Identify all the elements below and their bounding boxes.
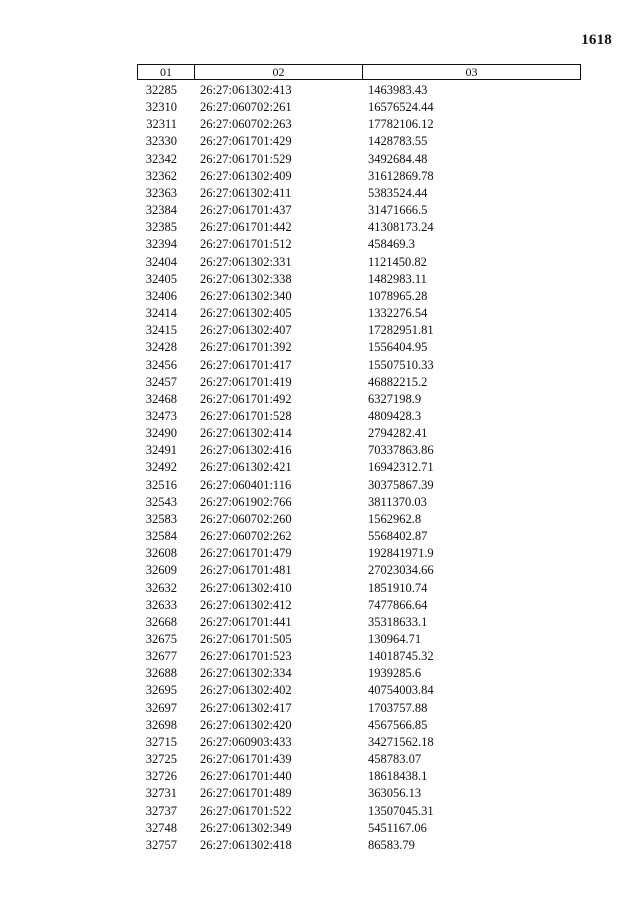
cell-value: 18618438.1 [368, 769, 428, 784]
table-row [0, 305, 640, 322]
cell-code: 32632 [145, 580, 177, 595]
cell-code: 32457 [145, 374, 177, 389]
table-row [0, 219, 640, 236]
table-row [0, 837, 640, 854]
cell-code: 32385 [145, 220, 177, 235]
cell-value: 4809428.3 [368, 408, 422, 423]
cell-code: 32726 [145, 769, 177, 784]
cell-code: 32362 [145, 168, 177, 183]
cell-cadastral-number: 26:27:061701:489 [200, 786, 292, 801]
cell-cadastral-number: 26:27:060702:260 [200, 511, 292, 526]
cell-code: 32584 [145, 529, 177, 544]
table-row [0, 442, 640, 459]
table-row [0, 151, 640, 168]
cell-code: 32342 [145, 151, 177, 166]
cell-value: 34271562.18 [368, 734, 434, 749]
cell-code: 32330 [145, 134, 177, 149]
cell-value: 3811370.03 [368, 494, 427, 509]
cell-value: 192841971.9 [368, 546, 434, 561]
cell-code: 32668 [145, 614, 177, 629]
table-row [0, 254, 640, 271]
table-row [0, 717, 640, 734]
cell-code: 32725 [145, 752, 177, 767]
cell-value: 27023034.66 [368, 563, 434, 578]
cell-cadastral-number: 26:27:061302:334 [200, 666, 292, 681]
cell-code: 32737 [145, 803, 177, 818]
cell-value: 16576524.44 [368, 100, 434, 115]
cell-cadastral-number: 26:27:061302:418 [200, 837, 292, 852]
cell-value: 6327198.9 [368, 391, 422, 406]
table-row [0, 751, 640, 768]
cell-value: 2794282.41 [368, 426, 428, 441]
table-row [0, 545, 640, 562]
table-row [0, 168, 640, 185]
cell-cadastral-number: 26:27:061701:437 [200, 203, 292, 218]
table-row [0, 785, 640, 802]
cell-code: 32404 [145, 254, 177, 269]
table-header [137, 64, 581, 80]
cell-value: 15507510.33 [368, 357, 434, 372]
cell-value: 41308173.24 [368, 220, 434, 235]
cell-cadastral-number: 26:27:061701:442 [200, 220, 292, 235]
cell-cadastral-number: 26:27:061302:402 [200, 683, 292, 698]
cell-value: 5383524.44 [368, 185, 428, 200]
cell-value: 7477866.64 [368, 597, 428, 612]
table-row [0, 185, 640, 202]
table-row [0, 408, 640, 425]
cell-value: 17782106.12 [368, 117, 434, 132]
cell-value: 31612869.78 [368, 168, 434, 183]
table-row [0, 562, 640, 579]
table-body [0, 82, 640, 854]
cell-value: 17282951.81 [368, 323, 434, 338]
cell-value: 1463983.43 [368, 83, 428, 97]
cell-code: 32406 [145, 288, 177, 303]
cell-cadastral-number: 26:27:061302:414 [200, 426, 292, 441]
column-header-03: 03 [362, 65, 580, 79]
cell-cadastral-number: 26:27:060401:116 [200, 477, 292, 492]
cell-code: 32731 [145, 786, 177, 801]
table-row [0, 339, 640, 356]
cell-value: 13507045.31 [368, 803, 434, 818]
cell-value: 1562962.8 [368, 511, 422, 526]
cell-value: 1939285.6 [368, 666, 422, 681]
cell-cadastral-number: 26:27:061302:413 [200, 83, 292, 97]
cell-cadastral-number: 26:27:061701:522 [200, 803, 292, 818]
cell-code: 32583 [145, 511, 177, 526]
cell-code: 32715 [145, 734, 177, 749]
cell-code: 32757 [145, 837, 177, 852]
cell-cadastral-number: 26:27:060702:263 [200, 117, 292, 132]
cell-code: 32491 [145, 443, 177, 458]
cell-value: 31471666.5 [368, 203, 428, 218]
cell-code: 32428 [145, 340, 177, 355]
cell-cadastral-number: 26:27:061302:349 [200, 820, 292, 835]
table-row [0, 768, 640, 785]
table-row [0, 820, 640, 837]
cell-cadastral-number: 26:27:061302:416 [200, 443, 292, 458]
cell-code: 32697 [145, 700, 177, 715]
cell-cadastral-number: 26:27:061701:441 [200, 614, 292, 629]
cell-value: 40754003.84 [368, 683, 434, 698]
cell-code: 32456 [145, 357, 177, 372]
table-row [0, 357, 640, 374]
table-row [0, 391, 640, 408]
table-row [0, 82, 640, 99]
cell-code: 32698 [145, 717, 177, 732]
cell-cadastral-number: 26:27:061302:405 [200, 306, 292, 321]
cell-code: 32688 [145, 666, 177, 681]
cell-cadastral-number: 26:27:060702:261 [200, 100, 292, 115]
cell-code: 32608 [145, 546, 177, 561]
cell-cadastral-number: 26:27:061302:412 [200, 597, 292, 612]
cell-value: 5568402.87 [368, 529, 428, 544]
cell-cadastral-number: 26:27:061302:340 [200, 288, 292, 303]
cell-value: 1078965.28 [368, 288, 428, 303]
cell-cadastral-number: 26:27:061302:338 [200, 271, 292, 286]
cell-value: 70337863.86 [368, 443, 434, 458]
table-row [0, 700, 640, 717]
cell-cadastral-number: 26:27:061701:481 [200, 563, 292, 578]
cell-code: 32473 [145, 408, 177, 423]
cell-cadastral-number: 26:27:060702:262 [200, 529, 292, 544]
cell-value: 14018745.32 [368, 649, 434, 664]
cell-code: 32492 [145, 460, 177, 475]
cell-code: 32414 [145, 306, 177, 321]
table-row [0, 99, 640, 116]
cell-cadastral-number: 26:27:061701:528 [200, 408, 292, 423]
cell-cadastral-number: 26:27:061302:407 [200, 323, 292, 338]
cell-code: 32677 [145, 649, 177, 664]
table-row [0, 322, 640, 339]
table-row [0, 116, 640, 133]
cell-cadastral-number: 26:27:061701:479 [200, 546, 292, 561]
cell-value: 1703757.88 [368, 700, 428, 715]
table-row [0, 614, 640, 631]
cell-value: 1428783.55 [368, 134, 428, 149]
cell-cadastral-number: 26:27:061701:392 [200, 340, 292, 355]
cell-cadastral-number: 26:27:061701:512 [200, 237, 292, 252]
cell-value: 363056.13 [368, 786, 422, 801]
cell-code: 32633 [145, 597, 177, 612]
cell-value: 3492684.48 [368, 151, 428, 166]
cell-value: 30375867.39 [368, 477, 434, 492]
cell-value: 1482983.11 [368, 271, 427, 286]
table-row [0, 803, 640, 820]
cell-cadastral-number: 26:27:061302:420 [200, 717, 292, 732]
table-row [0, 459, 640, 476]
cell-code: 32516 [145, 477, 177, 492]
table-row [0, 648, 640, 665]
cell-cadastral-number: 26:27:061302:331 [200, 254, 292, 269]
cell-value: 1332276.54 [368, 306, 428, 321]
table-row [0, 528, 640, 545]
cell-code: 32609 [145, 563, 177, 578]
cell-cadastral-number: 26:27:061902:766 [200, 494, 292, 509]
cell-cadastral-number: 26:27:061302:421 [200, 460, 292, 475]
cell-cadastral-number: 26:27:061701:492 [200, 391, 292, 406]
cell-code: 32363 [145, 185, 177, 200]
cell-cadastral-number: 26:27:061302:409 [200, 168, 292, 183]
cell-value: 46882215.2 [368, 374, 428, 389]
cell-code: 32695 [145, 683, 177, 698]
table-row [0, 511, 640, 528]
cell-cadastral-number: 26:27:061701:523 [200, 649, 292, 664]
cell-value: 458469.3 [368, 237, 415, 252]
cell-code: 32415 [145, 323, 177, 338]
cell-code: 32394 [145, 237, 177, 252]
cell-cadastral-number: 26:27:061701:417 [200, 357, 292, 372]
cell-cadastral-number: 26:27:061701:439 [200, 752, 292, 767]
cell-code: 32490 [145, 426, 177, 441]
table-row [0, 374, 640, 391]
cell-code: 32468 [145, 391, 177, 406]
cell-value: 1851910.74 [368, 580, 428, 595]
table-row [0, 271, 640, 288]
table-row [0, 477, 640, 494]
cell-value: 5451167.06 [368, 820, 427, 835]
cell-cadastral-number: 26:27:060903:433 [200, 734, 292, 749]
column-header-02: 02 [194, 65, 362, 79]
table-row [0, 236, 640, 253]
cell-code: 32543 [145, 494, 177, 509]
table-row [0, 734, 640, 751]
cell-value: 1121450.82 [368, 254, 427, 269]
table-row [0, 494, 640, 511]
cell-code: 32748 [145, 820, 177, 835]
cell-code: 32285 [145, 83, 177, 97]
cell-value: 35318633.1 [368, 614, 428, 629]
cell-cadastral-number: 26:27:061302:410 [200, 580, 292, 595]
cell-value: 458783.07 [368, 752, 422, 767]
column-header-01: 01 [160, 65, 172, 79]
cell-code: 32675 [145, 632, 177, 646]
cell-code: 32384 [145, 203, 177, 218]
table-row [0, 665, 640, 682]
table-row [0, 425, 640, 442]
cell-value: 16942312.71 [368, 460, 434, 475]
cell-cadastral-number: 26:27:061701:419 [200, 374, 292, 389]
cell-value: 4567566.85 [368, 717, 428, 732]
cell-cadastral-number: 26:27:061701:440 [200, 769, 292, 784]
cell-code: 32311 [146, 117, 177, 132]
cell-value: 130964.71 [368, 632, 422, 646]
cell-code: 32405 [145, 271, 177, 286]
table-row [0, 580, 640, 597]
cell-cadastral-number: 26:27:061302:417 [200, 700, 292, 715]
page-number: 1618 [581, 32, 612, 48]
table-row [0, 597, 640, 614]
cell-code: 32310 [145, 100, 177, 115]
cell-cadastral-number: 26:27:061701:429 [200, 134, 292, 149]
cell-cadastral-number: 26:27:061302:411 [200, 185, 292, 200]
cell-cadastral-number: 26:27:061701:505 [200, 632, 292, 646]
cell-value: 86583.79 [368, 837, 415, 852]
table-row [0, 133, 640, 150]
table-row [0, 202, 640, 219]
table-row [0, 288, 640, 305]
cell-value: 1556404.95 [368, 340, 428, 355]
cell-cadastral-number: 26:27:061701:529 [200, 151, 292, 166]
table-row [0, 631, 640, 648]
table-row [0, 682, 640, 699]
